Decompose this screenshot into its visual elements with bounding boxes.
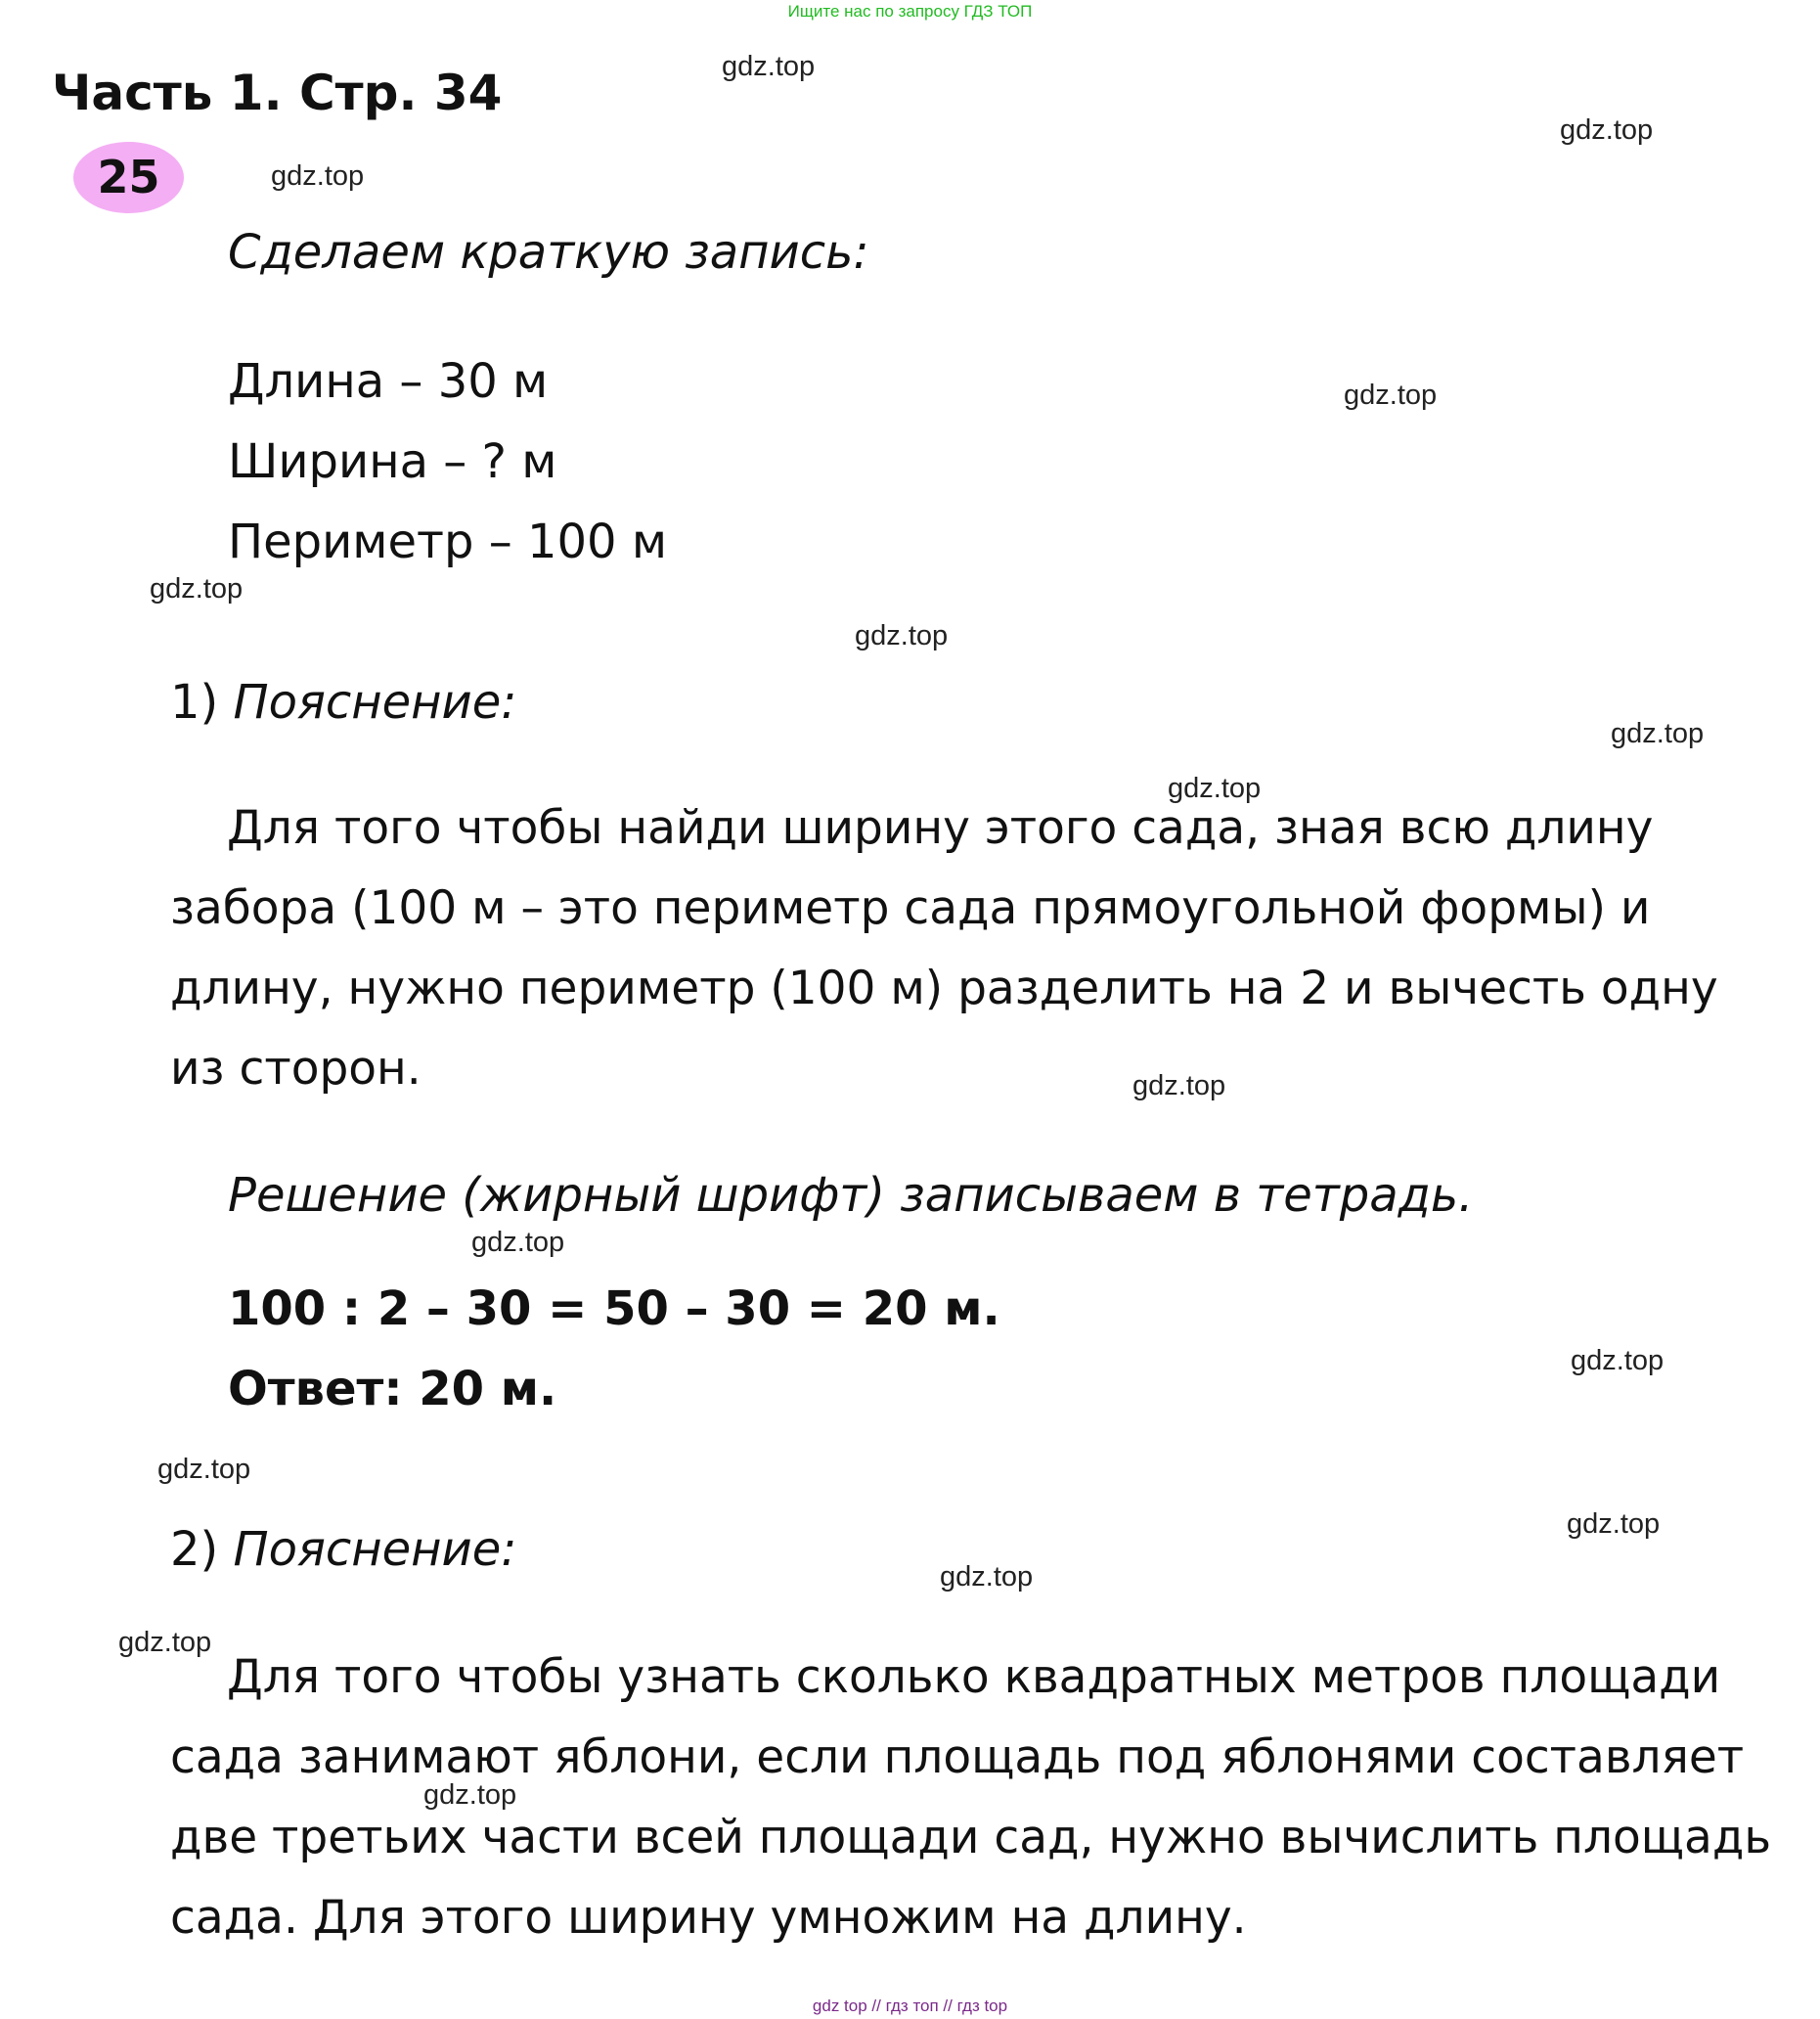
watermark: gdz.top — [1571, 1345, 1665, 1376]
bottom-banner: gdz top // гдз топ // гдз top — [812, 1997, 1008, 2015]
part1-explanation-text: Для того чтобы найди ширину этого сада, зная всю длину забора (100 м – это периметр сада прямоугольной формы) и длину, нужно периметр (100 м) разделить на 2 и вычесть одну из сторон. — [170, 801, 1718, 1096]
record-perimeter: Периметр – 100 м — [228, 515, 668, 569]
watermark: gdz.top — [855, 620, 949, 651]
solution-note: Решение (жирный шрифт) записываем в тетрадь. — [228, 1168, 1474, 1223]
part1-label: Пояснение: — [233, 675, 517, 730]
top-banner: Ищите нас по запросу ГДЗ ТОП — [787, 2, 1033, 21]
solution-expression: 100 : 2 – 30 = 50 – 30 = 20 м. — [228, 1281, 1000, 1336]
watermark: gdz.top — [1132, 1070, 1226, 1101]
watermark: gdz.top — [1611, 718, 1705, 749]
part1-explanation — [170, 788, 1784, 1109]
watermark: gdz.top — [157, 1454, 251, 1485]
task-number-badge: 25 — [73, 142, 184, 213]
watermark: gdz.top — [118, 1627, 212, 1658]
part2-explanation-text: Для того чтобы узнать сколько квадратных метров площади сада занимают яблони, если площадь под яблонями составляет две третьих части всей площади сад, нужно вычислить площадь сада. Для этого ширину умножим на длину. — [170, 1650, 1772, 1945]
part2-heading — [170, 1522, 516, 1577]
part2-explanation — [170, 1638, 1784, 1958]
watermark: gdz.top — [150, 573, 244, 605]
watermark: gdz.top — [1168, 773, 1262, 804]
watermark: gdz.top — [940, 1561, 1034, 1593]
part2-label: Пояснение: — [233, 1522, 517, 1577]
watermark: gdz.top — [1344, 380, 1438, 411]
part1-number: 1) — [170, 675, 219, 730]
short-record-heading: Сделаем краткую запись: — [228, 225, 869, 280]
watermark: gdz.top — [271, 160, 365, 192]
page-title: Часть 1. Стр. 34 — [52, 65, 503, 121]
part1-heading — [170, 675, 516, 730]
watermark: gdz.top — [1560, 114, 1654, 146]
watermark: gdz.top — [423, 1779, 517, 1811]
watermark: gdz.top — [1567, 1508, 1661, 1540]
part2-number: 2) — [170, 1522, 219, 1577]
answer: Ответ: 20 м. — [228, 1362, 557, 1416]
record-length: Длина – 30 м — [228, 354, 549, 409]
record-width: Ширина – ? м — [228, 434, 557, 489]
watermark: gdz.top — [722, 51, 816, 82]
watermark: gdz.top — [471, 1227, 565, 1258]
